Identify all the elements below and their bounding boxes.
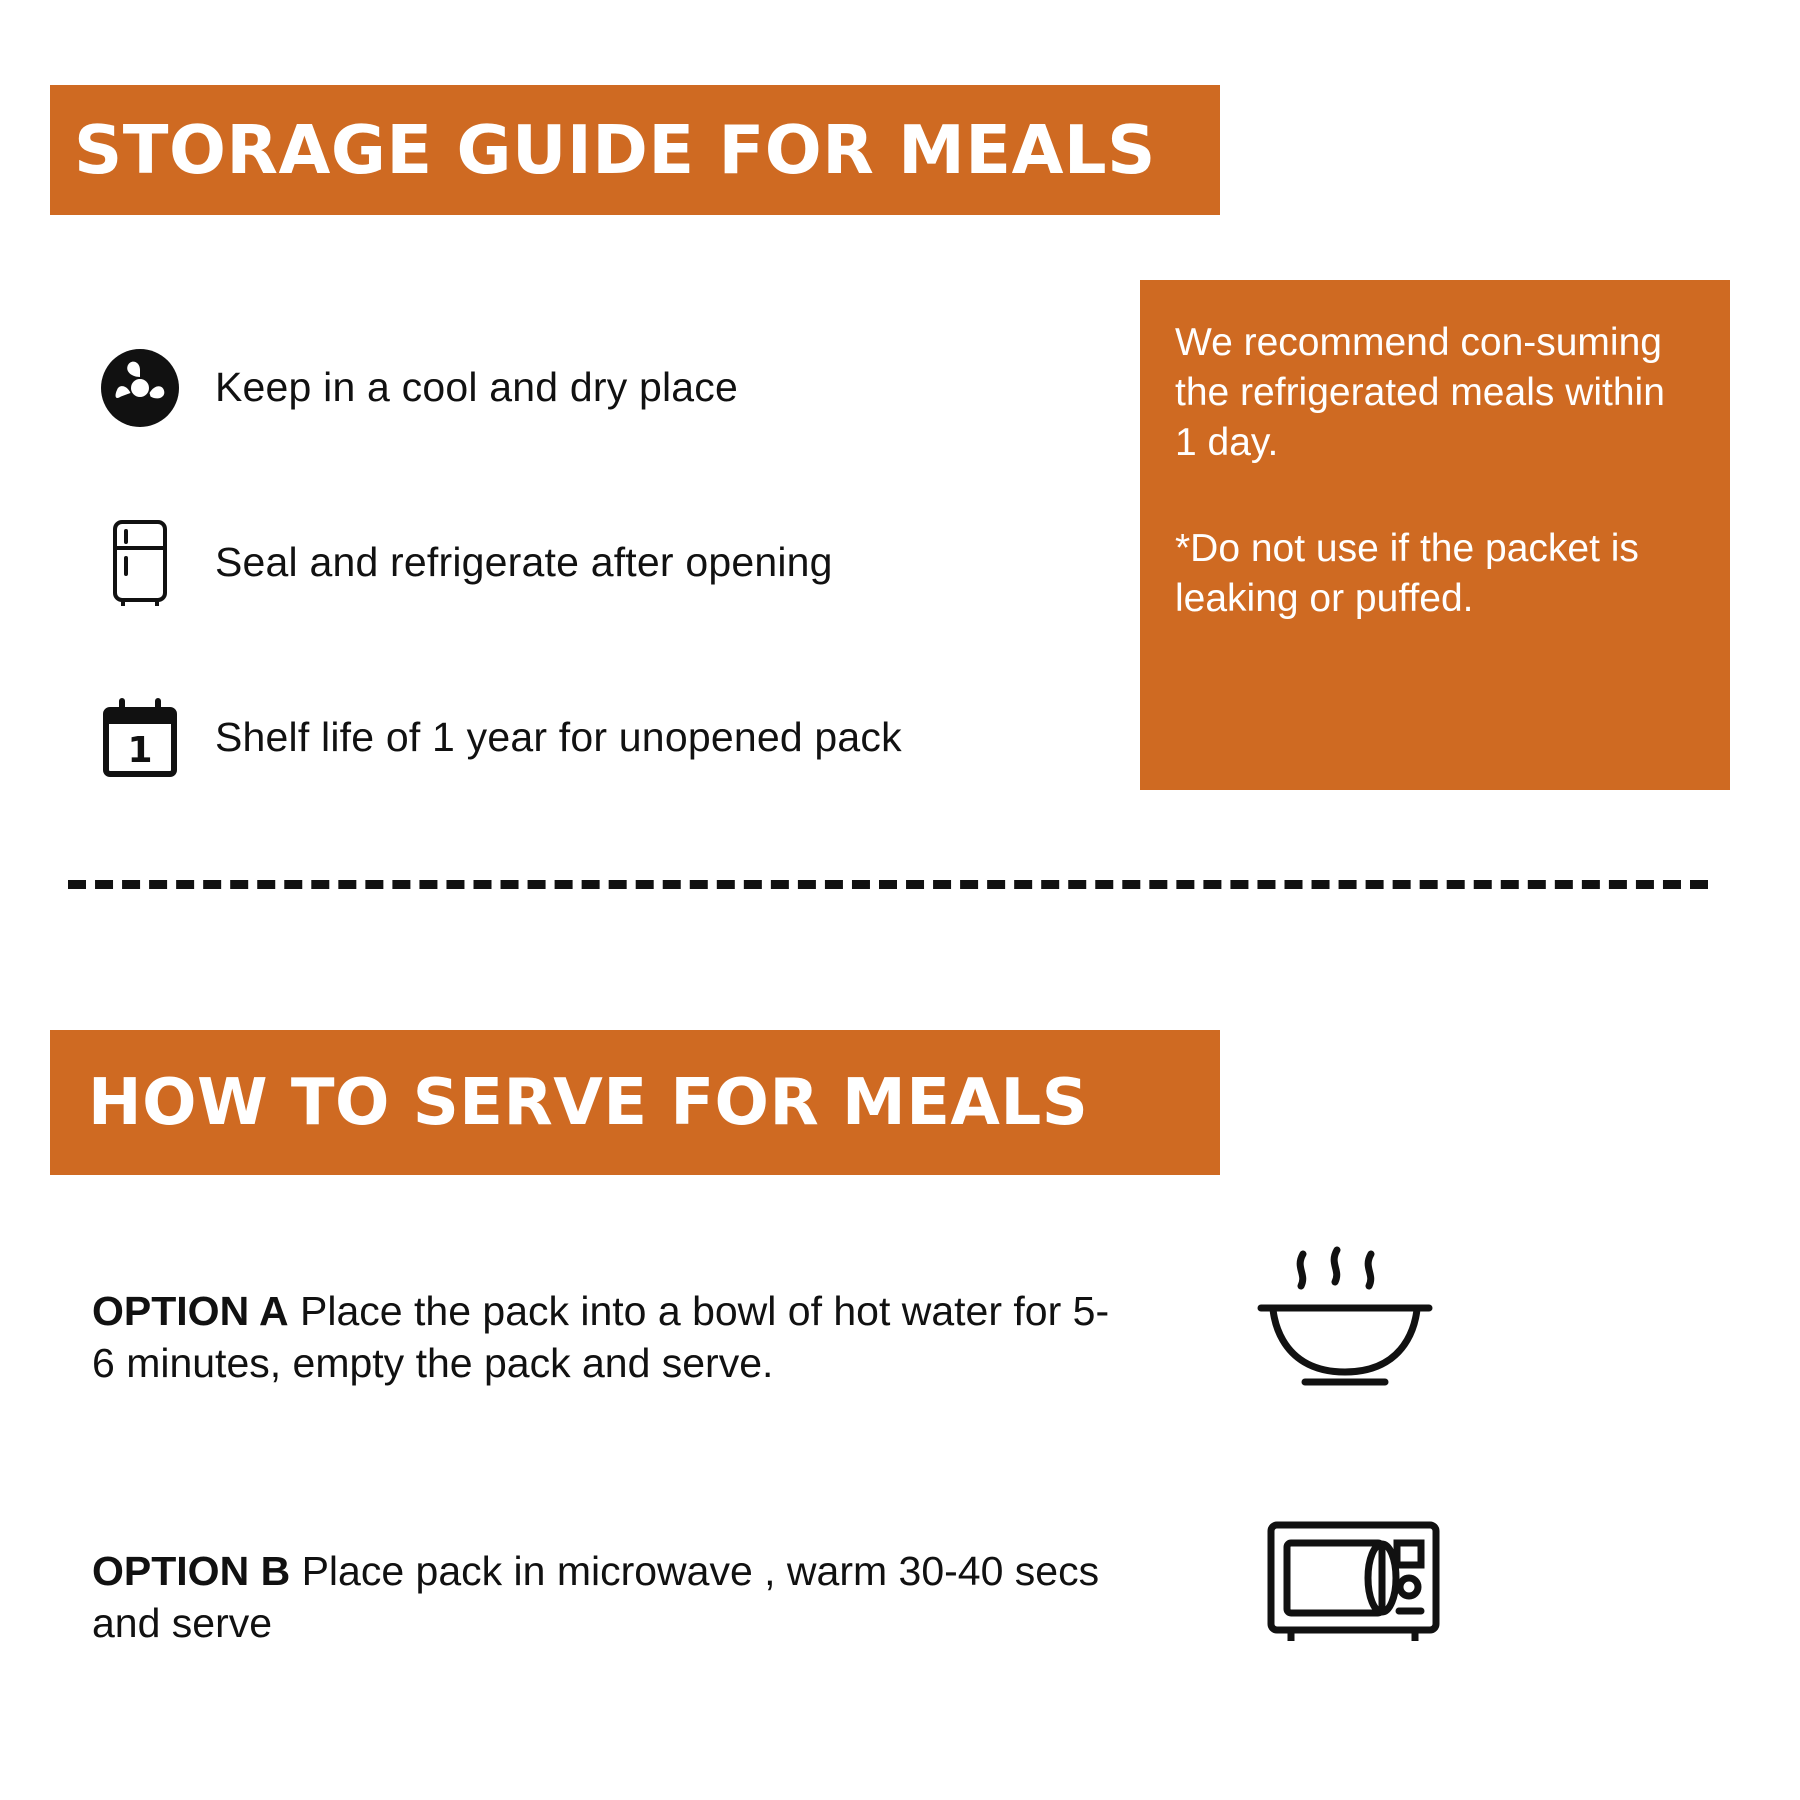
storage-item-label: Shelf life of 1 year for unopened pack: [215, 714, 902, 760]
storage-item-refrigerate: [85, 475, 1125, 650]
microwave-icon: [1265, 1515, 1445, 1645]
how-to-serve-header: [50, 1030, 1220, 1175]
storage-item-label: Keep in a cool and dry place: [215, 364, 739, 410]
serve-option-b-tag: OPTION B: [92, 1548, 291, 1594]
storage-guide-title: STORAGE GUIDE FOR MEALS: [74, 110, 1156, 189]
serve-option-b-body: Place pack in microwave , warm 30-40 secs and serve: [92, 1548, 1100, 1646]
serve-option-a-tag: OPTION A: [92, 1288, 289, 1334]
note-spacer: [1175, 468, 1690, 524]
svg-text:1: 1: [127, 729, 153, 771]
refrigerator-icon: [85, 518, 195, 608]
note-line-3: *Do not use if the packet is leaking or puffed.: [1175, 527, 1639, 620]
steaming-bowl-icon: [1255, 1230, 1455, 1405]
serve-option-a-text: [92, 1285, 1112, 1389]
section-divider: [68, 880, 1708, 889]
serve-option-a-body: Place the pack into a bowl of hot water for 5-6 minutes, empty the pack and serve.: [92, 1288, 1110, 1386]
note-line-2: 1 day.: [1175, 421, 1279, 464]
serve-option-b: [92, 1545, 1112, 1649]
serve-option-a: [92, 1285, 1112, 1389]
note-line-1: We recommend con-suming the refrigerated meals within: [1175, 321, 1665, 414]
how-to-serve-title: HOW TO SERVE FOR MEALS: [88, 1065, 1089, 1140]
storage-item-label: Seal and refrigerate after opening: [215, 539, 833, 585]
storage-guide-header: [50, 85, 1220, 215]
storage-item-cool-dry: [85, 300, 1125, 475]
storage-item-shelf-life: [85, 650, 1125, 825]
calendar-icon: [85, 698, 195, 778]
cool-dry-place-icon: [85, 346, 195, 430]
storage-note-box: [1140, 280, 1730, 790]
serve-option-b-text: [92, 1545, 1112, 1649]
storage-guide-list: [85, 300, 1125, 825]
